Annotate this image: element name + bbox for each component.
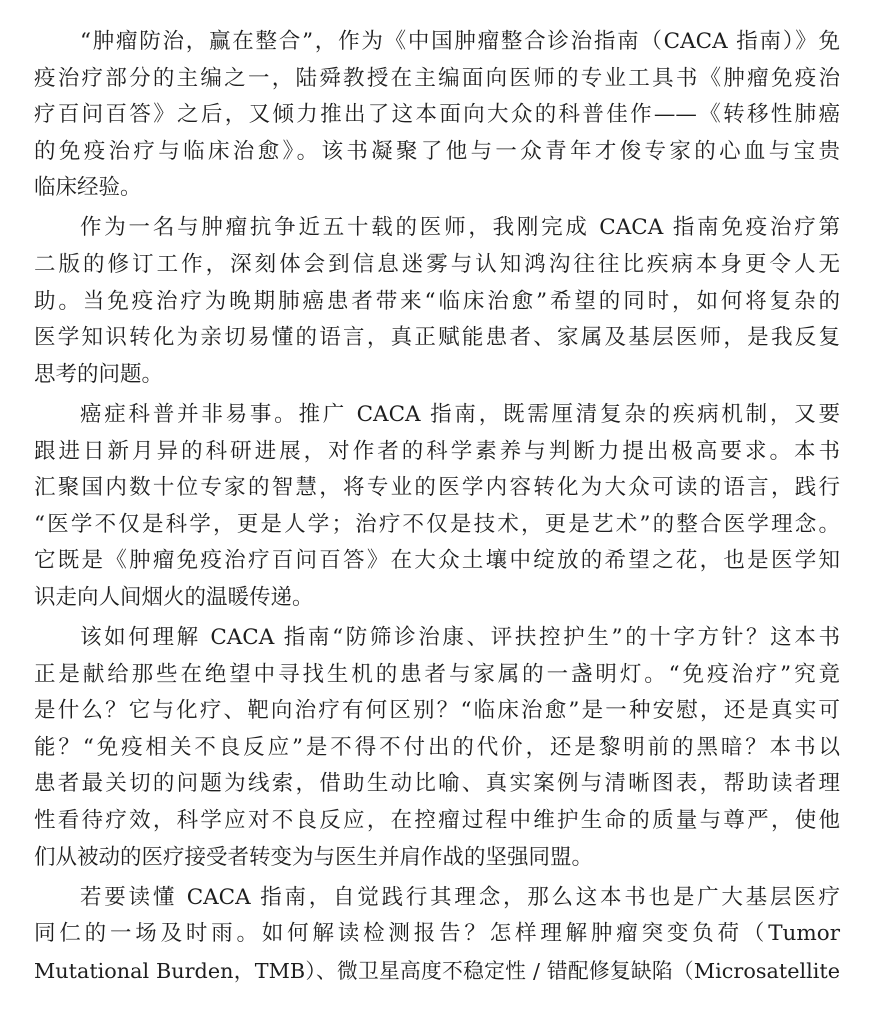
text-line: 助。当免疫治疗为晚期肺癌患者带来“临床治愈”希望的同时，如何将复杂的 [34, 288, 840, 314]
text-line: 跟进日新月异的科研进展，对作者的科学素养与判断力提出极高要求。本书 [34, 438, 840, 464]
text-line: 医学知识转化为亲切易懂的语言，真正赋能患者、家属及基层医师，是我反复 [34, 325, 840, 351]
paragraph-5 [34, 880, 840, 990]
text-line: 能？“免疫相关不良反应”是不得不付出的代价，还是黎明前的黑暗？本书以 [34, 734, 840, 760]
paragraph-4 [34, 620, 840, 876]
text-line: 作为一名与肿瘤抗争近五十载的医师，我刚完成 CACA 指南免疫治疗第 [80, 215, 840, 241]
paragraph-1 [34, 24, 840, 207]
text-line: 临床经验。 [34, 175, 142, 201]
text-line: 是什么？它与化疗、靶向治疗有何区别？“临床治愈”是一种安慰，还是真实可 [34, 698, 840, 724]
text-line: 癌症科普并非易事。推广 CACA 指南，既需厘清复杂的疾病机制，又要 [80, 401, 840, 427]
text-line: 汇聚国内数十位专家的智慧，将专业的医学内容转化为大众可读的语言，践行 [34, 475, 840, 501]
text-line: 的免疫治疗与临床治愈》。该书凝聚了他与一众青年才俊专家的心血与宝贵 [34, 138, 840, 164]
text-line: “肿瘤防治，赢在整合”，作为《中国肿瘤整合诊治指南（CACA 指南）》免 [80, 29, 840, 54]
text-line: 性看待疗效，科学应对不良反应，在控瘤过程中维护生命的质量与尊严，使他 [34, 807, 840, 833]
text-line: 正是献给那些在绝望中寻找生机的患者与家属的一盏明灯。“免疫治疗”究竟 [34, 661, 840, 687]
paragraph-2 [34, 210, 840, 393]
text-line: 患者最关切的问题为线索，借助生动比喻、真实案例与清晰图表，帮助读者理 [34, 771, 840, 797]
text-line: 们从被动的医疗接受者转变为与医生并肩作战的坚强同盟。 [34, 844, 594, 870]
text-line: Mutational Burden，TMB）、微卫星高度不稳定性 / 错配修复缺陷（Microsatellite [34, 958, 840, 983]
text-line: 该如何理解 CACA 指南“防筛诊治康、评扶控护生”的十字方针？这本书 [80, 625, 840, 650]
text-line: 二版的修订工作，深刻体会到信息迷雾与认知鸿沟往往比疾病本身更令人无 [34, 252, 840, 278]
paragraph-3 [34, 397, 840, 617]
text-line: 它既是《肿瘤免疫治疗百问百答》在大众土壤中绽放的希望之花，也是医学知 [34, 548, 840, 574]
text-line: 思考的问题。 [34, 361, 164, 387]
text-line: 疗百问百答》之后，又倾力推出了这本面向大众的科普佳作——《转移性肺癌 [34, 102, 840, 128]
text-line: 识走向人间烟火的温暖传递。 [34, 584, 314, 610]
text-line: 若要读懂 CACA 指南，自觉践行其理念，那么这本书也是广大基层医疗 [80, 884, 840, 910]
text-line: “医学不仅是科学，更是人学；治疗不仅是技术，更是艺术”的整合医学理念。 [34, 511, 840, 537]
text-line: 同仁的一场及时雨。如何解读检测报告？怎样理解肿瘤突变负荷（Tumor [34, 921, 840, 947]
text-line: 疫治疗部分的主编之一，陆舜教授在主编面向医师的专业工具书《肿瘤免疫治 [34, 65, 840, 91]
document-page [34, 24, 840, 989]
